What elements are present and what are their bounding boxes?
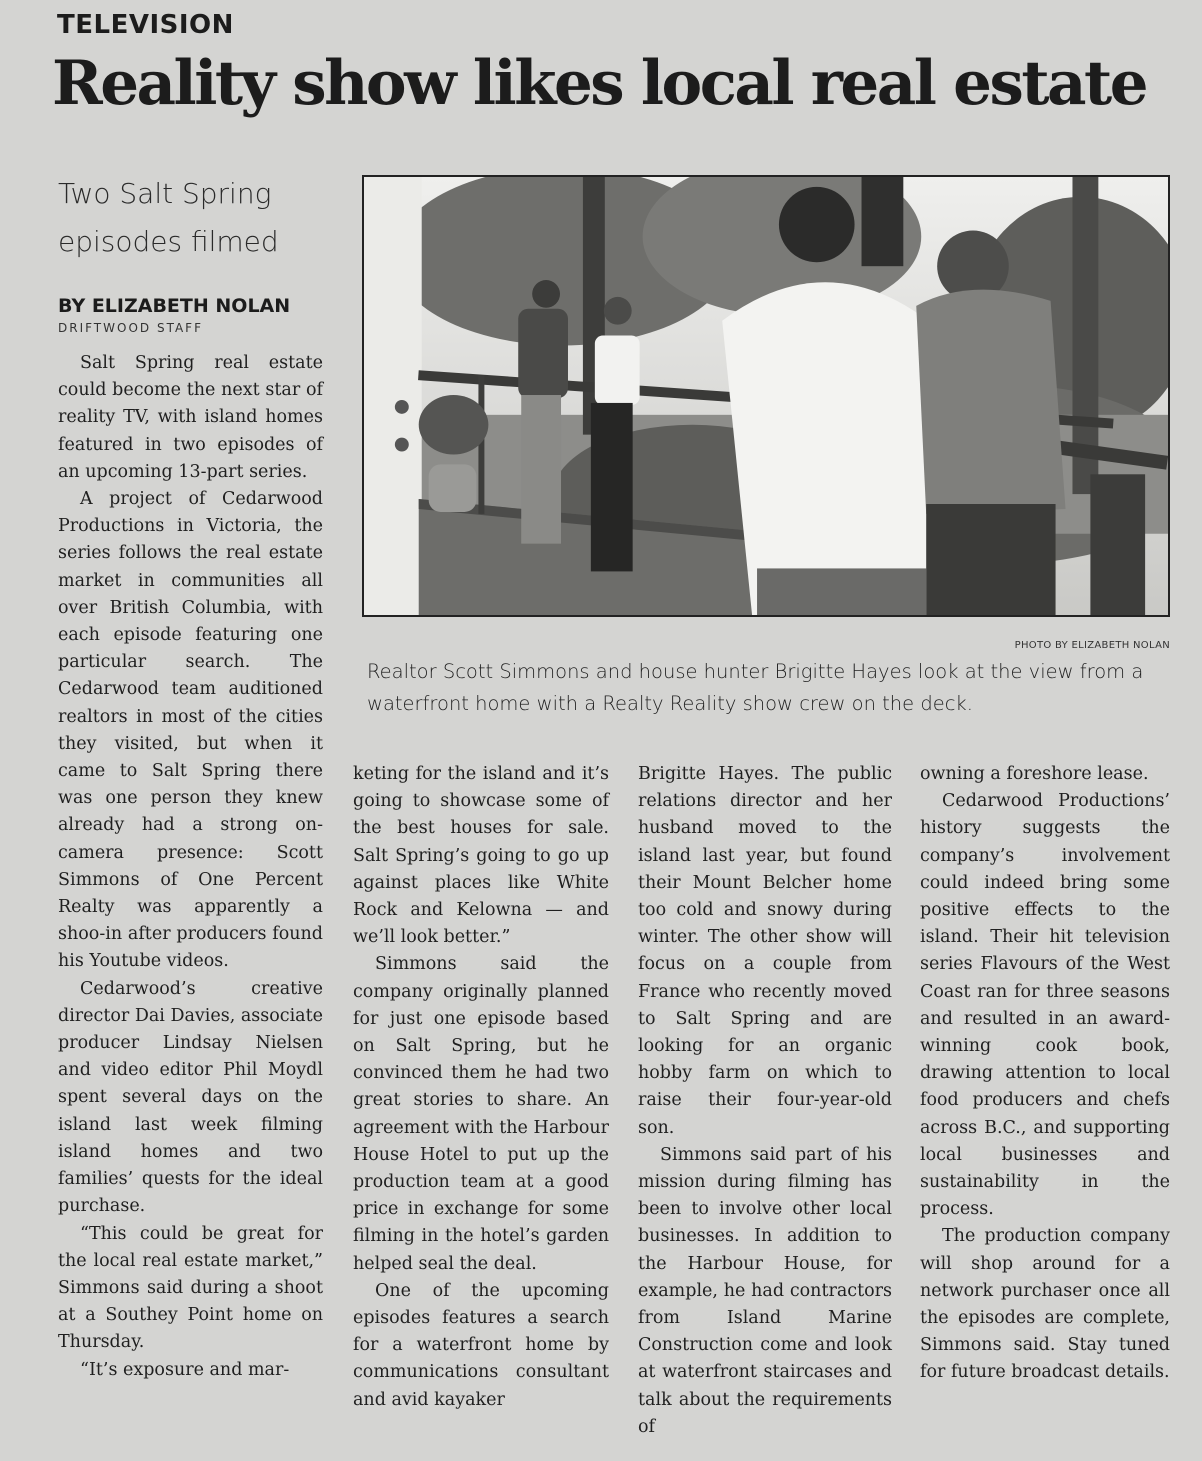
paragraph: Simmons said the company originally planned for just one episode based on Salt Spring, but he convinced them he had two great stories to share. An agreement with the Harbour House Hotel to put up the production team at a good price in exchange for some filming in the hotel’s garden helped seal the deal. [353, 954, 609, 1274]
headline: Reality show likes local real estate [52, 48, 1147, 119]
paragraph: Cedarwood Productions’ history suggests the company’s involvement could indeed bring some positive effects to the island. Their hit television series Flavours of the West Coast ran for three seasons and resulted in an award-winning cook book, drawing attention to local food producers and chefs across B.C., and supporting local businesses and sustainability in the process. [920, 791, 1170, 1220]
photo-caption: Realtor Scott Simmons and house hunter Brigitte Hayes look at the view from a waterfront home with a Realty Reality show crew on the deck. [367, 660, 1144, 715]
photo-illustration [364, 177, 1168, 615]
paragraph: owning a foreshore lease. [920, 764, 1149, 784]
article-column-2 [353, 761, 609, 1414]
paragraph: Cedarwood’s creative director Dai Davies, associate producer Lindsay Nielsen and video editor Phil Moydl spent several days on the island last week filming island homes and two families’ quests for the ideal purchase. [58, 978, 324, 1217]
paragraph: keting for the island and it’s going to showcase some of the best houses for sale. Salt Spring’s going to go up against places like White Rock and Kelowna — and we’ll look better.” [353, 764, 609, 948]
byline-author: BY ELIZABETH NOLAN [58, 295, 291, 317]
article-column-1 [58, 350, 323, 1384]
paragraph: Salt Spring real estate could become the next star of reality TV, with island homes featured in two episodes of an upcoming 13-part series. [58, 353, 323, 482]
article-column-3 [638, 761, 892, 1441]
paragraph: “This could be great for the local real estate market,” Simmons said during a shoot at a Southey Point home on Thursday. [58, 1223, 323, 1353]
subheadline: Two Salt Spring episodes filmed [58, 177, 279, 258]
byline-affiliation: DRIFTWOOD STAFF [58, 321, 203, 335]
paragraph: Simmons said part of his mission during filming has been to involve other local businesses. In addition to the Harbour House, for example, he had contractors from Island Marine Construction come and look at waterfront staircases and talk about the requirements of [638, 1144, 892, 1437]
paragraph: One of the upcoming episodes features a search for a waterfront home by communications consultant and avid kayaker [353, 1280, 609, 1410]
paragraph: Brigitte Hayes. The public relations director and her husband moved to the island last year, but found their Mount Belcher home too cold and snowy during winter. The other show will focus on a couple from France who recently moved to Salt Spring and are looking for an organic hobby farm on which to raise their four-year-old son. [638, 764, 892, 1138]
paragraph: The production company will shop around for a network purchaser once all the episodes are complete, Simmons said. Stay tuned for future broadcast details. [920, 1226, 1170, 1383]
paragraph: “It’s exposure and mar- [80, 1359, 290, 1380]
section-label: TELEVISION [57, 10, 234, 40]
article-column-4 [920, 761, 1170, 1387]
article-photo [362, 175, 1170, 617]
photo-credit: PHOTO BY ELIZABETH NOLAN [1014, 640, 1170, 651]
paragraph: A project of Cedarwood Productions in Victoria, the series follows the real estate market in communities all over British Columbia, with each episode featuring one particular search. The Cedarwood team auditioned realtors in most of the cities they visited, but when it came to Salt Spring there was one person they knew already had a strong on-camera presence: Scott Simmons of One Percent Realty was apparently a shoo-in after producers found his Youtube videos. [58, 489, 323, 972]
